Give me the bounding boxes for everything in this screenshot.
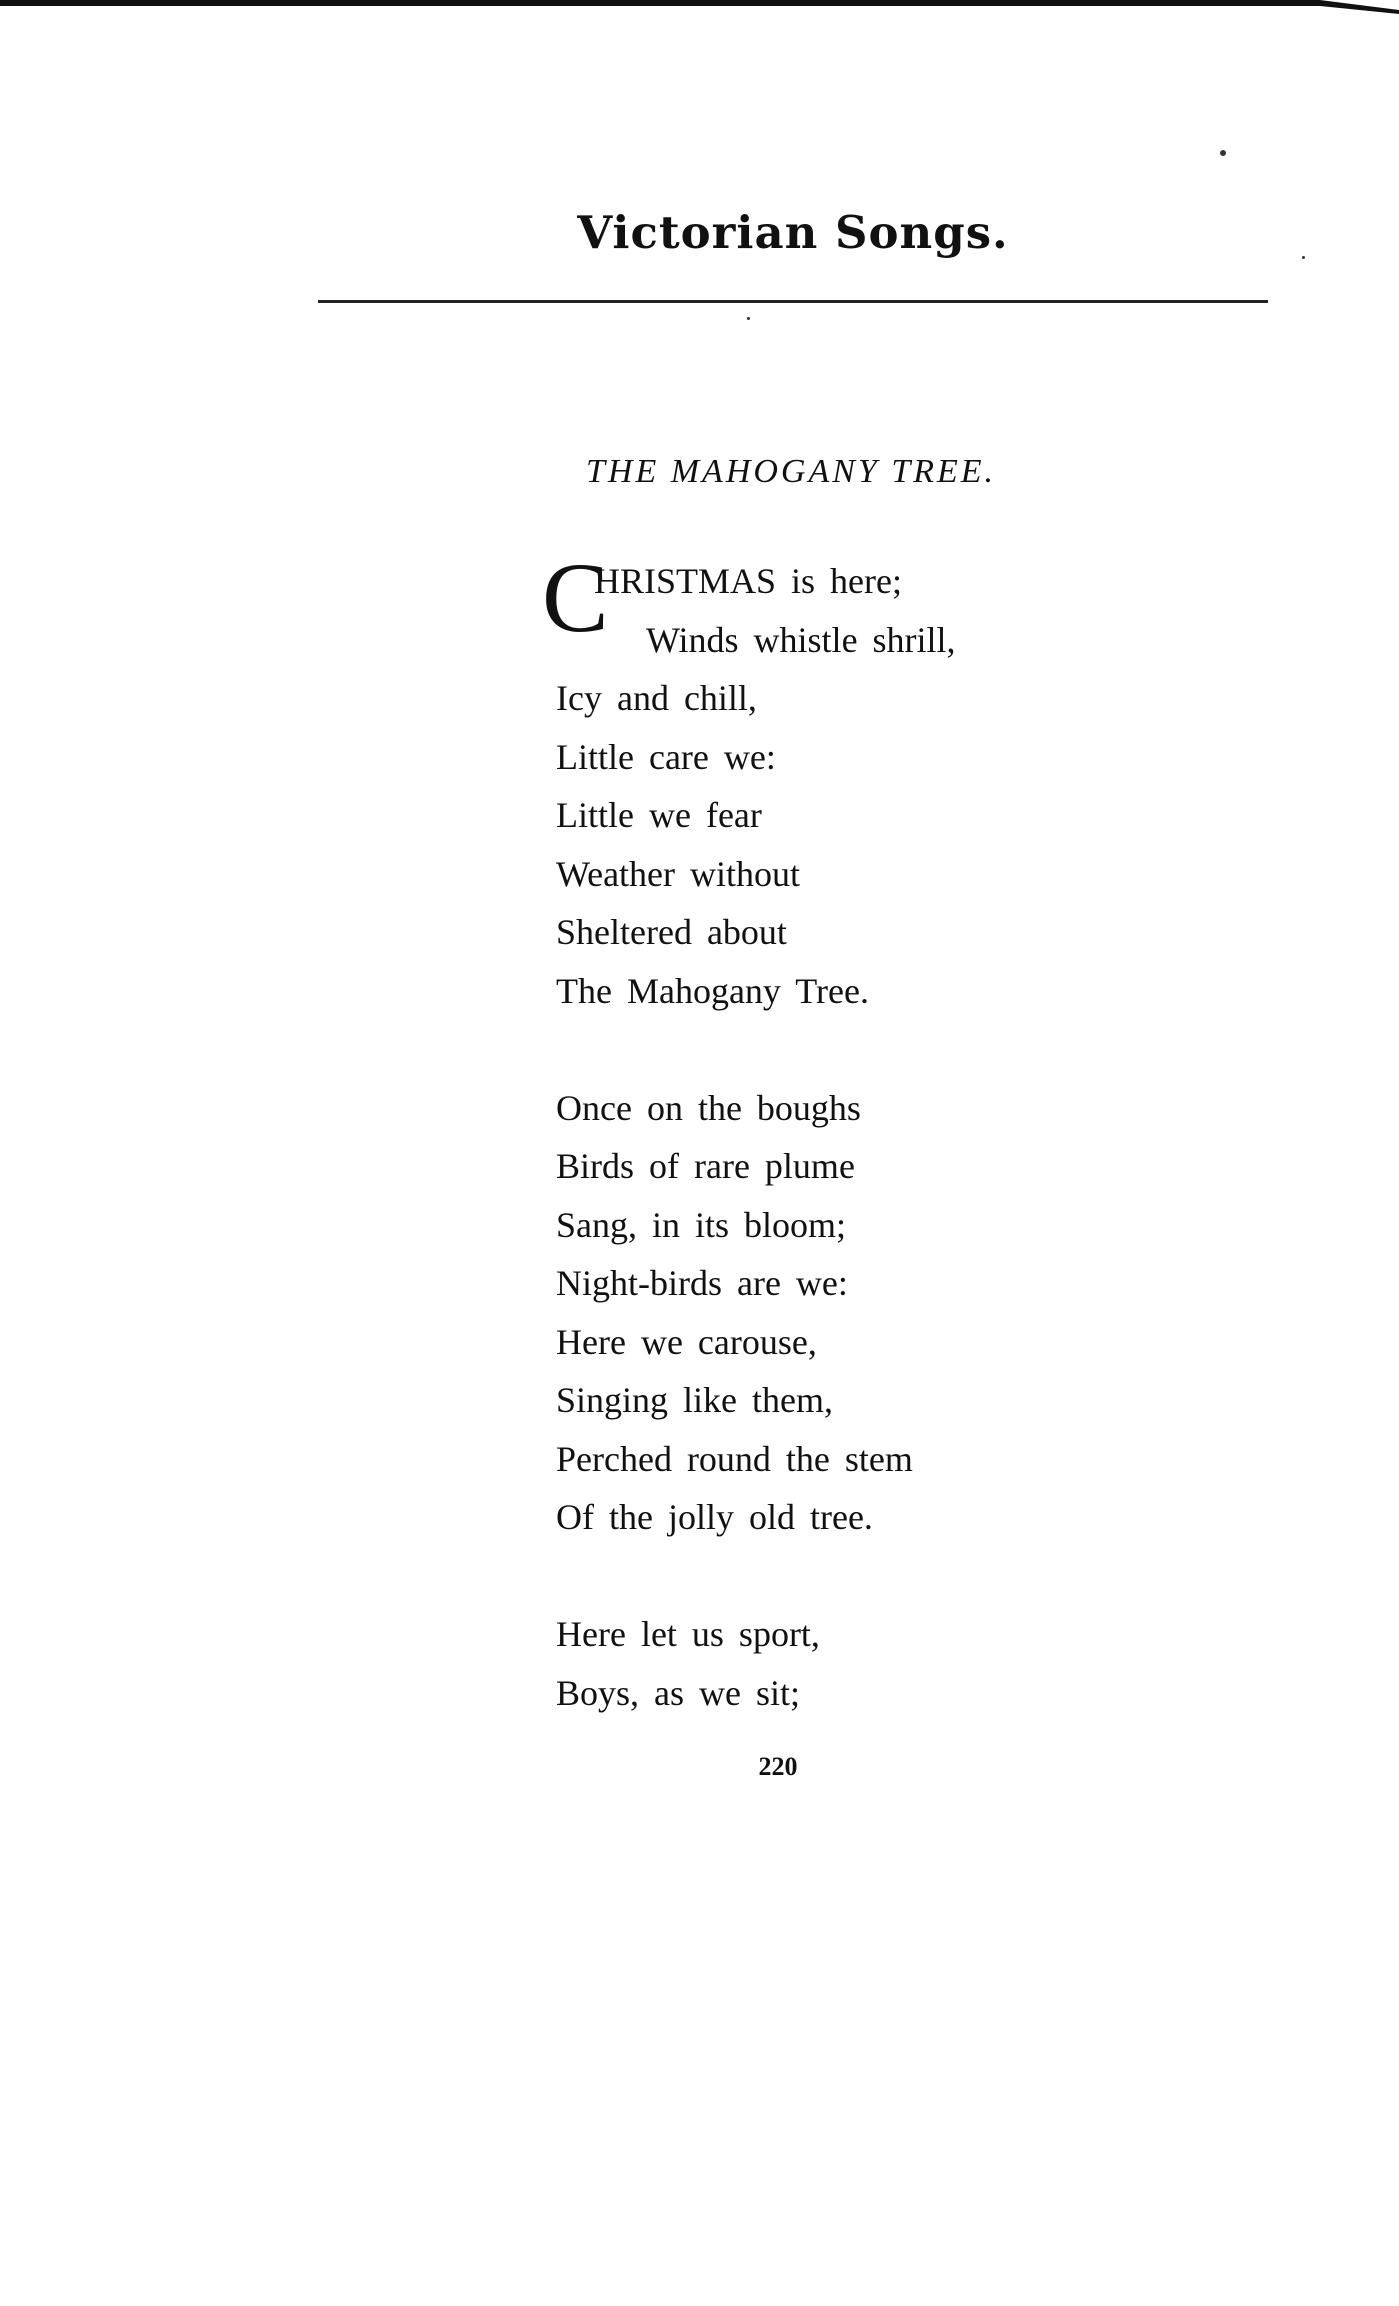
poem-line: Here let us sport,: [556, 1614, 820, 1654]
poem-line: Here we carouse,: [556, 1321, 817, 1362]
stanza-3: [556, 1605, 1116, 1722]
paper-speck: [1220, 150, 1226, 156]
drop-cap: C: [542, 542, 609, 653]
poem-line: Icy and chill,: [556, 678, 757, 718]
poem-line: Winds whistle shrill,: [646, 619, 956, 660]
page-top-edge: [0, 0, 1399, 14]
poem-line: Singing like them,: [556, 1380, 833, 1420]
poem-line: Boys, as we sit;: [556, 1672, 801, 1713]
header-rule: [318, 300, 1268, 303]
poem-line: Of the jolly old tree.: [556, 1497, 873, 1537]
poem-line: Night-birds are we:: [556, 1263, 848, 1303]
stanza-2: [556, 1079, 1116, 1547]
poem-line: Once on the boughs: [556, 1087, 861, 1128]
running-header: Victorian Songs.: [577, 206, 1009, 259]
stanza-gap: [556, 1547, 1116, 1606]
paper-speck: [1302, 256, 1305, 259]
poem-line: Little we fear: [556, 795, 762, 835]
poem-line: Perched round the stem: [556, 1438, 913, 1479]
page-number: 220: [758, 1752, 798, 1781]
first-line-text: HRISTMAS is here;: [594, 561, 902, 601]
poem-line: Sang, in its bloom;: [556, 1204, 847, 1245]
poem-line: Little care we:: [556, 736, 776, 777]
paper-speck: [747, 317, 750, 320]
stanza-gap: [556, 1020, 1116, 1079]
poem-line: Sheltered about: [556, 912, 787, 952]
poem-line: Birds of rare plume: [556, 1146, 855, 1186]
poem-line: Weather without: [556, 853, 801, 894]
poem-line: The Mahogany Tree.: [556, 970, 869, 1011]
stanza-1: [556, 611, 1116, 1021]
poem-title: THE MAHOGANY TREE.: [586, 453, 997, 490]
poem-body: [542, 542, 1116, 1722]
